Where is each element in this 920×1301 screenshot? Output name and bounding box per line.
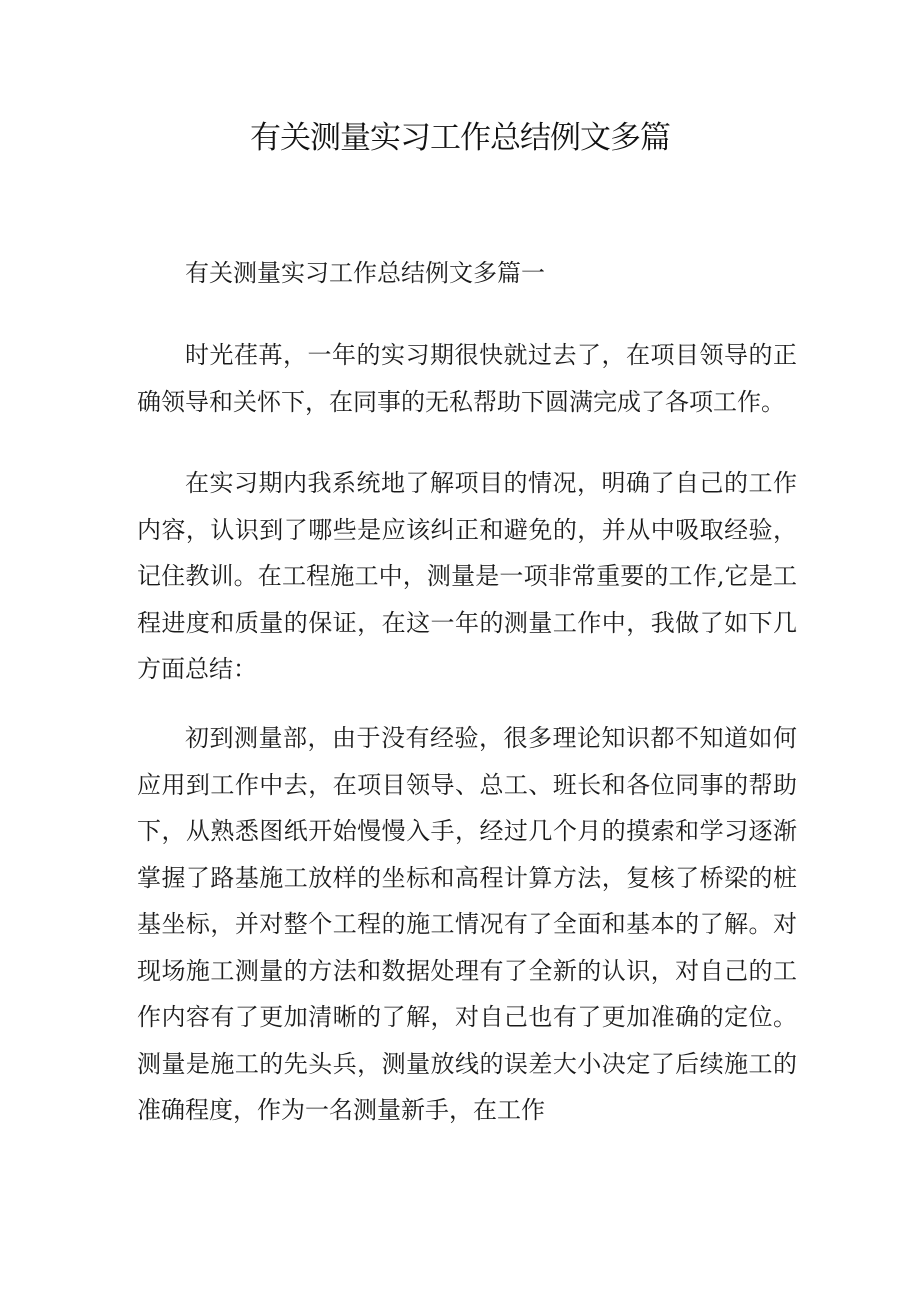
paragraph-1: 时光荏苒，一年的实习期很快就过去了，在项目领导的正确领导和关怀下，在同事的无私帮助下圆满完成了各项工作。 [137,341,797,416]
paragraph-3: 初到测量部，由于没有经验，很多理论知识都不知道如何应用到工作中去，在项目领导、总工、班长和各位同事的帮助下，从熟悉图纸开始慢慢入手，经过几个月的摸索和学习逐渐掌握了路基施工放样的坐标和高程计算方法，复核了桥梁的桩基坐标，并对整个工程的施工情况有了全面和基本的了解。对现场施工测量的方法和数据处理有了全新的认识，对自己的工作内容有了更加清晰的了解，对自己也有了更加准确的定位。测量是施工的先头兵，测量放线的误差大小决定了后续施工的准确程度，作为一名测量新手，在工作 [137,724,797,1124]
paragraph-2: 在实习期内我系统地了解项目的情况，明确了自己的工作内容，认识到了哪些是应该纠正和避免的，并从中吸取经验，记住教训。在工程施工中，测量是一项非常重要的工作,它是工程进度和质量的保证，在这一年的测量工作中，我做了如下几方面总结： [137,469,797,683]
document-title: 有关测量实习工作总结例文多篇 [250,120,670,156]
section-heading: 有关测量实习工作总结例文多篇一 [185,259,545,287]
